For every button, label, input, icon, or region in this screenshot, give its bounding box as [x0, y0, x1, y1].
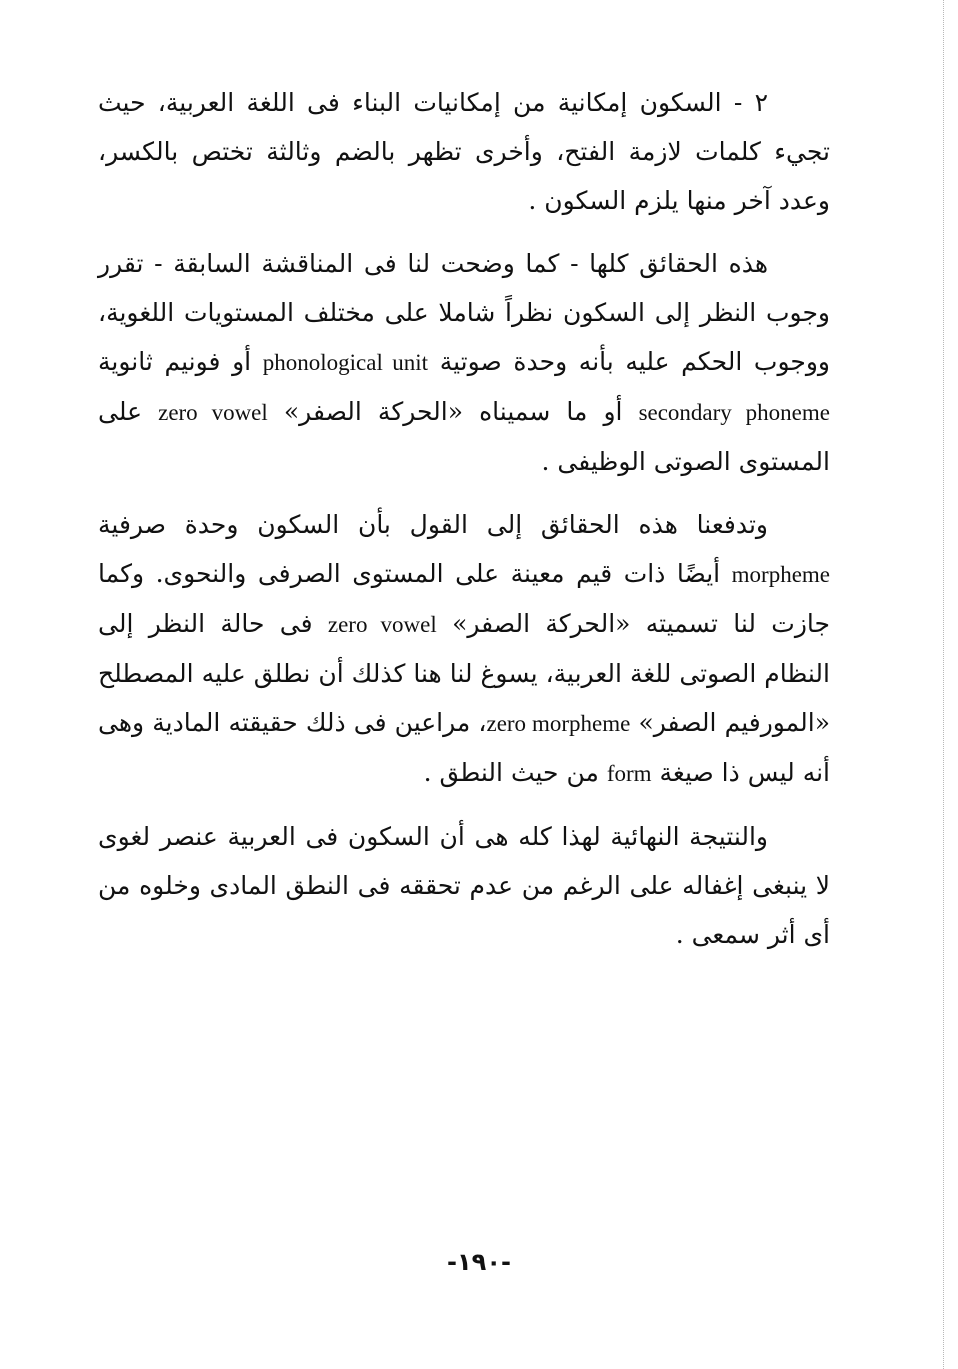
term-morpheme: morpheme	[731, 562, 830, 587]
page-number: -١٩٠-	[447, 1248, 511, 1276]
paragraph-3-text-b: أيضًا ذات قيم معينة على المستوى الصرفى والنحوى. وكما جازت لنا تسميته «الحركة الصفر»	[98, 559, 830, 638]
paragraph-3-text-e: من حيث النطق .	[423, 758, 599, 787]
paragraph-2-text-a: هذه الحقائق كلها - كما وضحت لنا فى المناقشة السابقة - تقرر وجوب النظر إلى السكون نظراً شاملا على مختلف المستويات اللغوية، ووجوب الحكم عليه بأنه وحدة صوتية	[98, 249, 830, 376]
scan-edge-line	[943, 0, 944, 1369]
term-secondary-phoneme: secondary phoneme	[638, 400, 830, 425]
term-form: form	[606, 761, 652, 786]
paragraph-2	[98, 239, 830, 486]
paragraph-4-text: والنتيجة النهائية لهذا كله هى أن السكون فى العربية عنصر لغوى لا ينبغى إغفاله على الرغم من عدم تحققه فى النطق المادى وخلوه من أى أثر سمعى .	[98, 822, 830, 949]
term-zero-vowel: zero vowel	[158, 400, 268, 425]
paragraph-2-text-b: أو فونيم ثانوية	[98, 347, 252, 376]
paragraph-3-text-c: فى حالة النظر إلى النظام الصوتى للغة العربية، يسوغ لنا هنا كذلك أن نطلق عليه المصطلح «المورفيم الصفر»	[98, 609, 830, 737]
paragraph-3-text-a: وتدفعنا هذه الحقائق إلى القول بأن السكون وحدة صرفية	[98, 510, 768, 539]
paragraph-2-text-c: أو ما سميناه «الحركة الصفر»	[283, 397, 623, 426]
body-text	[98, 78, 830, 973]
term-zero-vowel-2: zero vowel	[327, 612, 437, 637]
term-zero-morpheme: zero morpheme	[486, 711, 631, 736]
term-phonological-unit: phonological unit	[262, 350, 429, 375]
paragraph-1	[98, 78, 830, 225]
paragraph-3-text-d: ، مراعين فى ذلك حقيقته المادية وهى أنه ليس ذا صيغة	[98, 708, 830, 787]
paragraph-4	[98, 812, 830, 959]
paragraph-1-text: ٢ - السكون إمكانية من إمكانيات البناء فى اللغة العربية، حيث تجيء كلمات لازمة الفتح، وأخرى تظهر بالضم وثالثة تختص بالكسر، وعدد آخر منها يلزم السكون .	[98, 88, 830, 215]
paragraph-3	[98, 500, 830, 798]
paragraph-2-text-d: على المستوى الصوتى الوظيفى .	[98, 397, 830, 476]
